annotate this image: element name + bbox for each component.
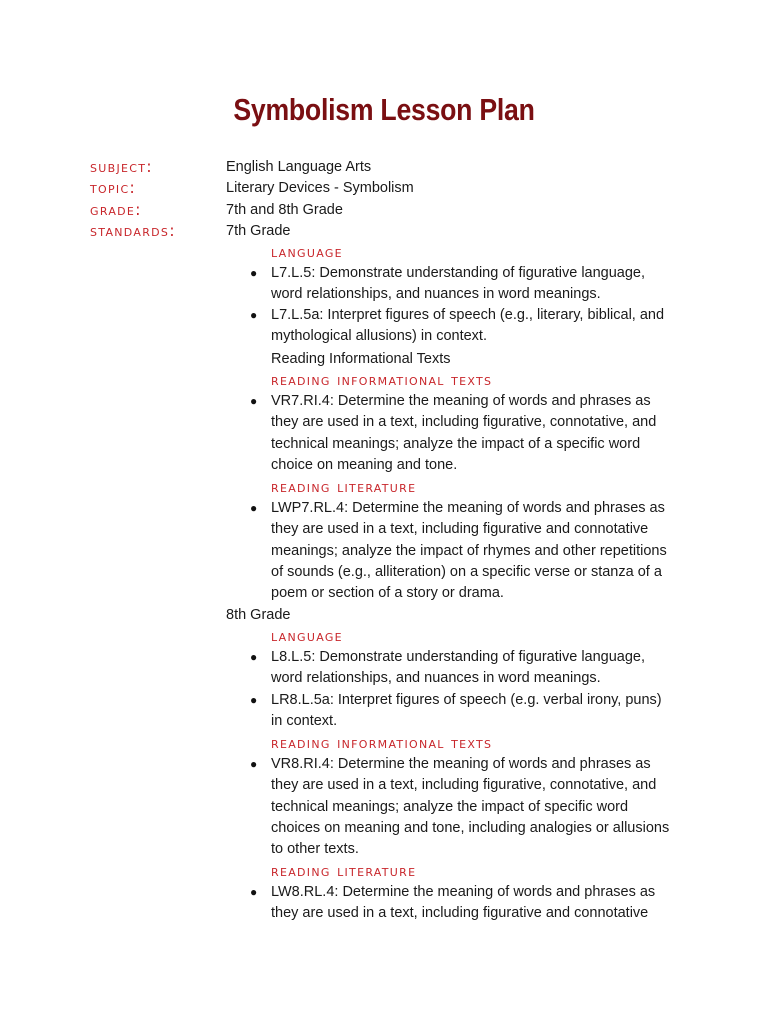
subject-label: subject: bbox=[90, 157, 153, 176]
standard-text: VR7.RI.4: Determine the meaning of words and phrases as they are used in a text, including figurative, connotative, and technical meanings; analyze the impact of a specific word choice on meaning and tone. bbox=[271, 393, 657, 473]
subject-value: English Language Arts bbox=[226, 159, 372, 175]
bullet-icon: ● bbox=[250, 757, 258, 771]
standard-text: VR8.RI.4: Determine the meaning of words and phrases as they are used in a text, including figurative, connotative, and technical meanings; analyze the impact of specific word choices on meaning and tone, including analogies or allusions to other texts. bbox=[271, 756, 670, 858]
grade7-language-heading: language bbox=[271, 242, 343, 261]
standard-text: LR8.L.5a: Interpret figures of speech (e.g. verbal irony, puns) in context. bbox=[271, 692, 662, 730]
page-title: Symbolism Lesson Plan bbox=[233, 92, 535, 127]
standard-text: L8.L.5: Demonstrate understanding of figurative language, word relationships, and nuances in word meanings. bbox=[271, 649, 646, 687]
topic-value: Literary Devices - Symbolism bbox=[226, 180, 414, 196]
bullet-icon: ● bbox=[250, 885, 258, 899]
bullet-icon: ● bbox=[250, 394, 258, 408]
grade7-informational-heading: reading informational texts bbox=[271, 370, 493, 389]
bullet-icon: ● bbox=[250, 693, 258, 707]
grade8-informational-heading: reading informational texts bbox=[271, 733, 493, 752]
bullet-icon: ● bbox=[250, 266, 258, 280]
standard-text: L7.L.5: Demonstrate understanding of figurative language, word relationships, and nuances in word meanings. bbox=[271, 265, 646, 303]
grade8-literature-heading: reading literature bbox=[271, 861, 417, 880]
standard-text: L7.L.5a: Interpret figures of speech (e.g., literary, biblical, and mythological allusions) in context. bbox=[271, 307, 665, 345]
topic-label: topic: bbox=[90, 178, 137, 197]
grade7-extra-line: Reading Informational Texts bbox=[271, 351, 451, 367]
bullet-icon: ● bbox=[250, 501, 258, 515]
standards-value: 7th Grade bbox=[226, 223, 291, 239]
standards-label: standards: bbox=[90, 221, 176, 240]
standard-text: LW8.RL.4: Determine the meaning of words and phrases as they are used in a text, including figurative and connotative bbox=[271, 884, 656, 922]
bullet-icon: ● bbox=[250, 308, 258, 322]
standard-text: LWP7.RL.4: Determine the meaning of words and phrases as they are used in a text, including figurative and connotative meanings; analyze the impact of rhymes and other repetitions of sounds (e.g., alliteration) on a specific verse or stanza of a poem or section of a story or drama. bbox=[271, 500, 667, 602]
grade8-label: 8th Grade bbox=[226, 607, 291, 623]
bullet-icon: ● bbox=[250, 650, 258, 664]
grade7-literature-heading: reading literature bbox=[271, 477, 417, 496]
grade-label: grade: bbox=[90, 200, 142, 219]
grade-value: 7th and 8th Grade bbox=[226, 202, 343, 218]
grade8-language-heading: language bbox=[271, 626, 343, 645]
